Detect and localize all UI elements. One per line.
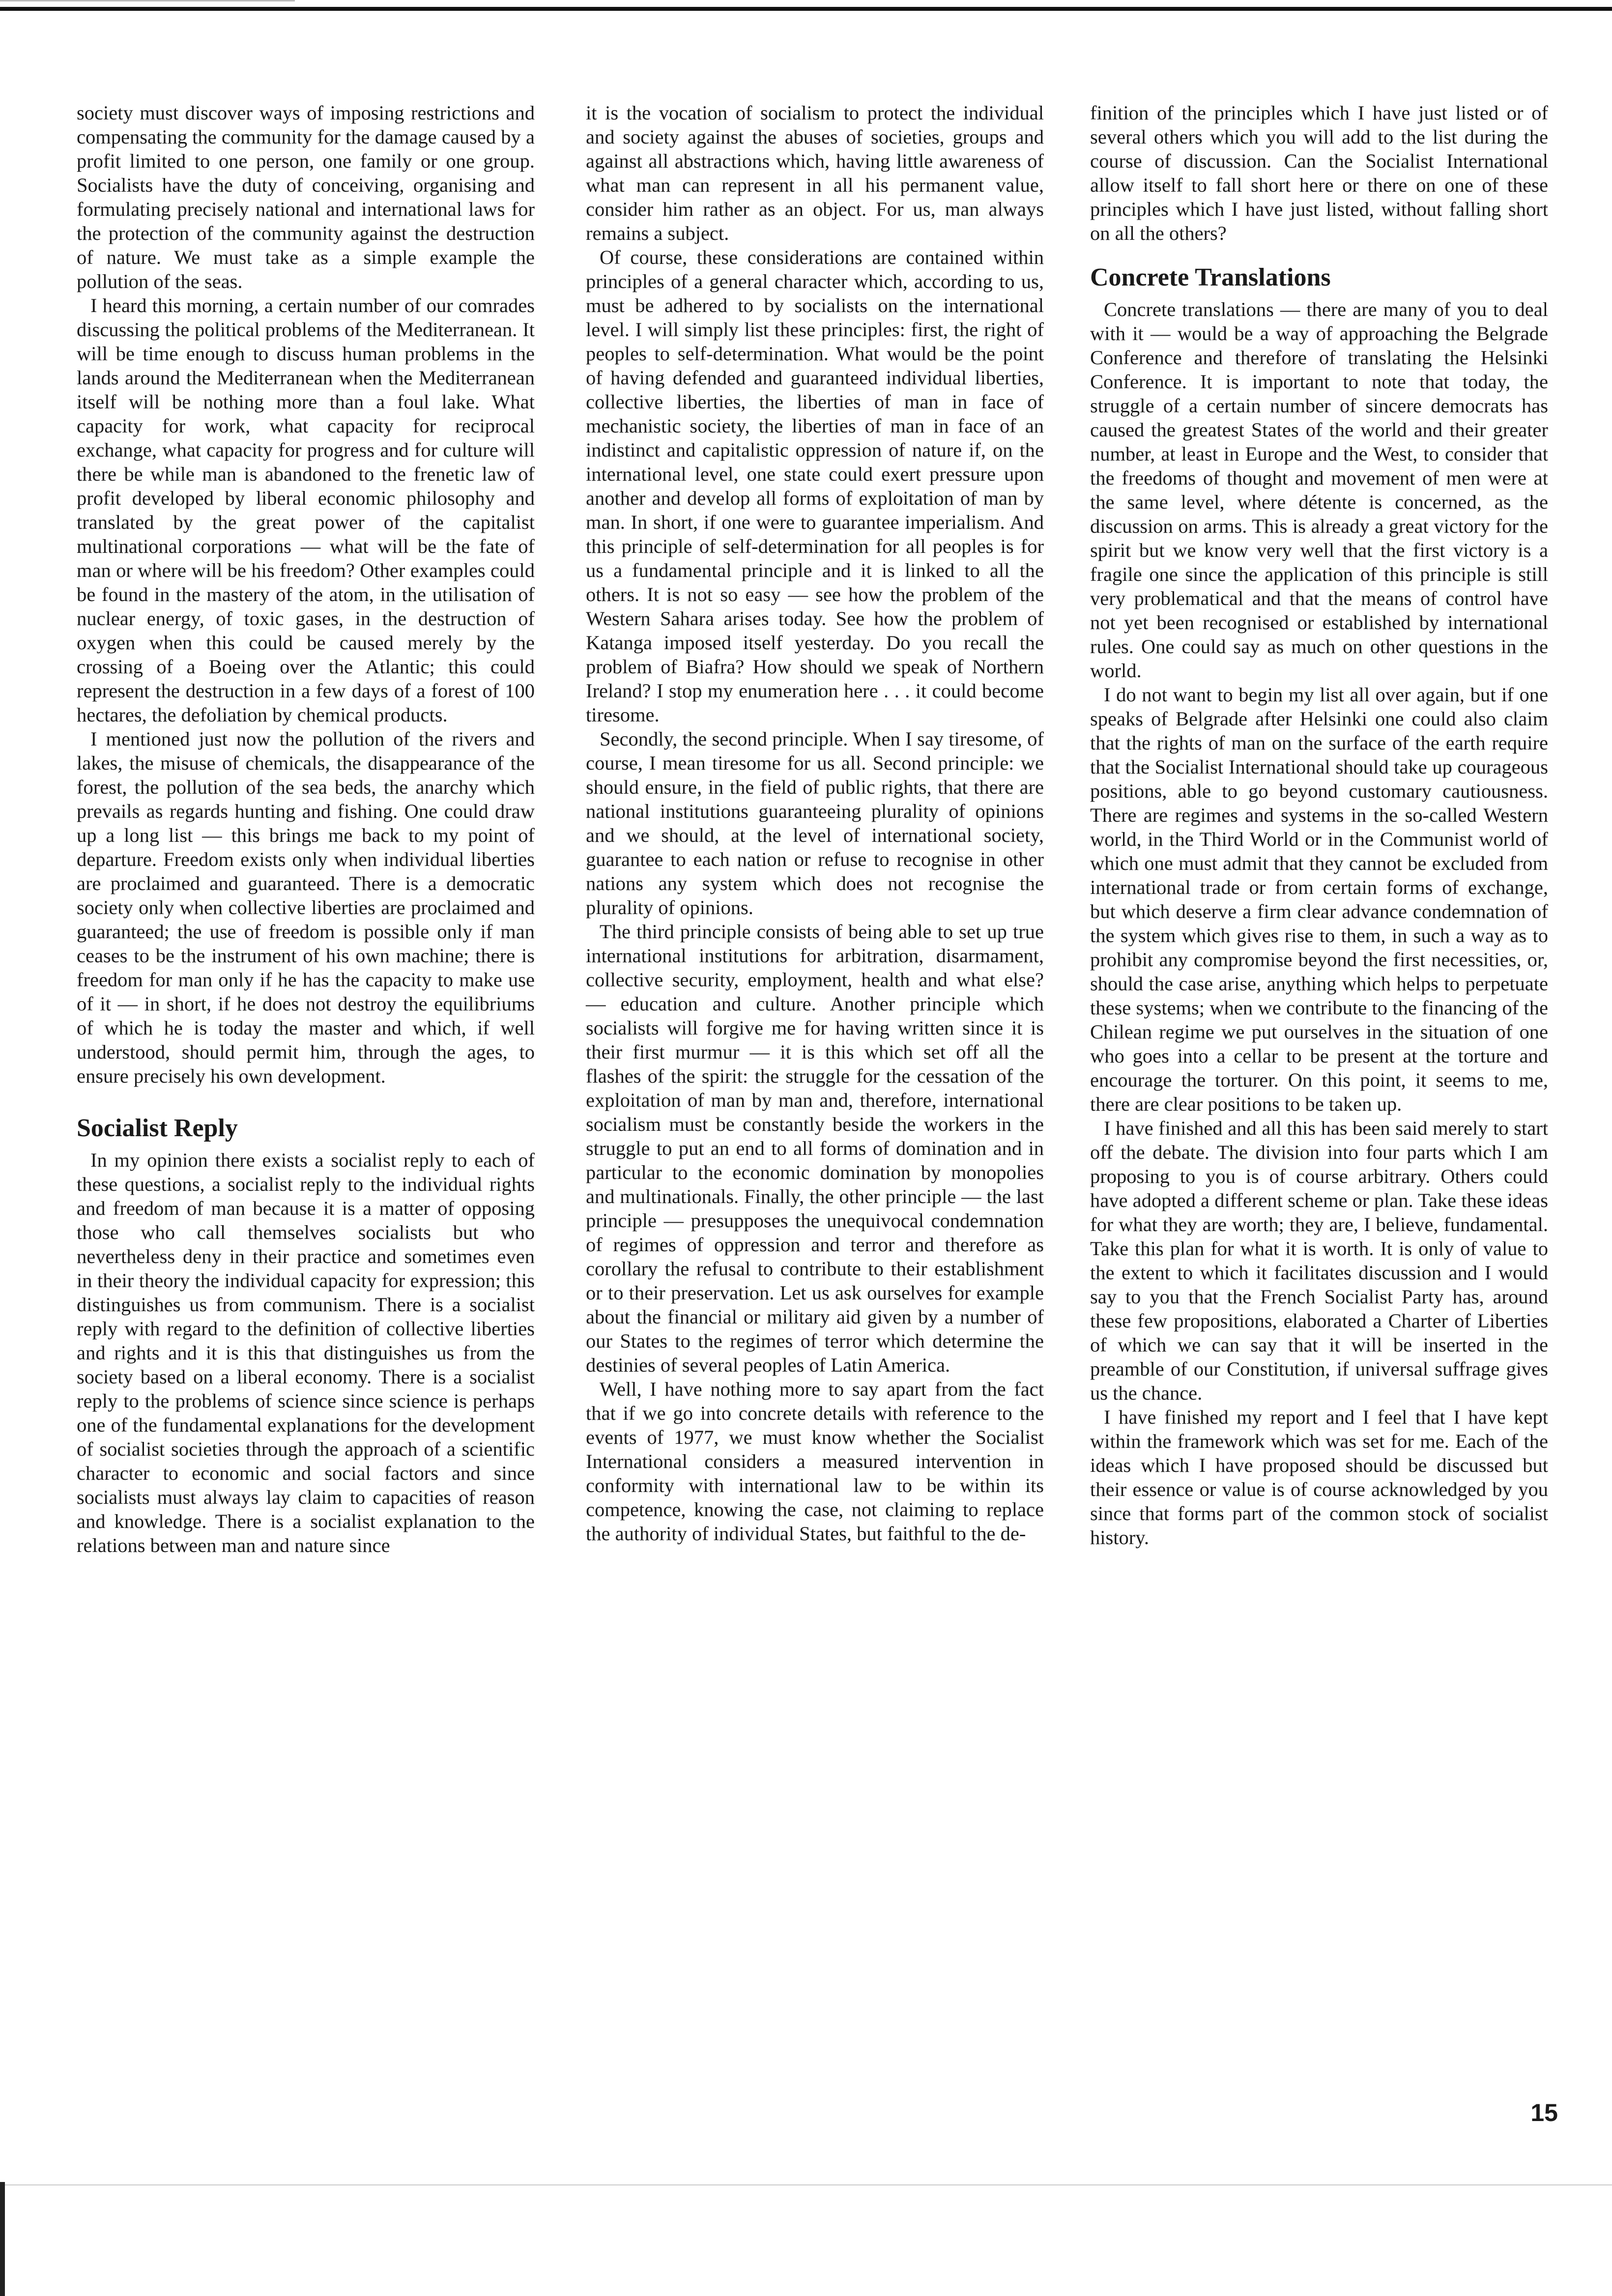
paragraph: finition of the principles which I have just listed or of several others which you will add to the list during the course of discussion. Can the Socialist International allow itself to fall short here or there on one of these principles which I have just listed, without falling short on all the others? [1090,102,1548,244]
paragraph: Of course, these considerations are contained within principles of a general character which, according to us, must be adhered to by socialists on the international level. I will simply list these principles: first, the right of peoples to self-determination. What would be the point of having defended and guaranteed individual liberties, collective liberties, the liberties of man in face of mechanistic society, the liberties of man in face of an indistinct and capitalistic oppression of nature if, on the international level, one state could exert pressure upon another and develop all forms of exploitation of man by man. In short, if one were to guarantee imperialism. And this principle of self-determination for all peoples is for us a fundamental principle and it is linked to all the others. It is not so easy — see how the problem of the Western Sahara arises today. See how the problem of Katanga imposed itself yesterday. Do you recall the problem of Biafra? How should we speak of Northern Ireland? I stop my enumeration here . . . it could become tiresome. [586,246,1044,726]
paragraph: I mentioned just now the pollution of the rivers and lakes, the misuse of chemicals, the disappearance of the forest, the pollution of the sea beds, the anarchy which prevails as regards hunting and fishing. One could draw up a long list — this brings me back to my point of departure. Freedom exists only when individual liberties are proclaimed and guaranteed. There is a democratic society only when collective liberties are proclaimed and guaranteed; the use of freedom is possible only if man ceases to be the instrument of his own machine; there is freedom for man only if he has the capacity to make use of it — in short, if he does not destroy the equilibriums of which he is today the master and which, if well understood, should permit him, through the ages, to ensure precisely his own development. [77,728,535,1087]
paragraph: The third principle consists of being able to set up true international institutions for arbitration, disarmament, collective security, employment, health and what else? — education and culture. Another principle which socialists will forgive me for having written since it is their first murmur — it is this which set off all the flashes of the spirit: the struggle for the cessation of the exploitation of man by man and, therefore, international socialism must be constantly beside the workers in the struggle to put an end to all forms of domination and in particular to the economic domination by monopolies and multinationals. Finally, the other principle — the last principle — presupposes the unequivocal condemnation of regimes of oppression and terror and therefore as corollary the refusal to contribute to their establishment or to their preservation. Let us ask ourselves for example about the financial or military aid given by a number of our States to the regimes of terror which determine the destinies of several peoples of Latin America. [586,920,1044,1376]
section-heading-socialist-reply: Socialist Reply [77,1114,238,1142]
paragraph: In my opinion there exists a socialist reply to each of these questions, a socialist reply to the individual rights and freedom of man because it is a matter of opposing those who call themselves socialists but who nevertheless deny in their practice and sometimes even in their theory the individual capacity for expression; this distinguishes us from communism. There is a socialist reply with regard to the definition of collective liberties and rights and it is this that distinguishes us from the society based on a liberal economy. There is a socialist reply to the problems of science since science is perhaps one of the fundamental explanations for the development of socialist societies through the approach of a scientific character to economic and social factors and since socialists must always lay claim to capacities of reason and knowledge. There is a socialist explanation to the relations between man and nature since [77,1149,535,1556]
paragraph: Concrete translations — there are many of you to deal with it — would be a way of approaching the Belgrade Conference and therefore of translating the Helsinki Conference. It is important to note that today, the struggle of a certain number of sincere democrats has caused the greatest States of the world and their greater number, at least in Europe and the West, to consider that the freedoms of thought and movement of men were at the same level, where détente is concerned, as the discussion on arms. This is already a great victory for the spirit but we know very well that the first victory is a fragile one since the application of this principle is still very problematical and that the means of control have not yet been recognised or established by international rules. One could say as much on other questions in the world. [1090,298,1548,682]
paragraph: Secondly, the second principle. When I say tiresome, of course, I mean tiresome for us all. Second principle: we should ensure, in the field of public rights, that there are national institutions guaranteeing plurality of opinions and we should, at the level of international society, guarantee to each nation or refuse to recognise in other nations any system which does not recognise the plurality of opinions. [586,728,1044,918]
paragraph: I do not want to begin my list all over again, but if one speaks of Belgrade after Helsinki one could also claim that the rights of man on the surface of the earth require that the Socialist International should take up courageous positions, able to go beyond customary cautiousness. There are regimes and systems in the so-called Western world, in the Third World or in the Communist world of which one must admit that they cannot be excluded from international trade or from certain forms of exchange, but which deserve a firm clear advance condemnation of the system which gives rise to them, in such a way as to prohibit any compromise beyond the first necessities, or, should the case arise, anything which helps to perpetuate these systems; when we contribute to the financing of the Chilean regime we put ourselves in the situation of one who goes into a cellar to be present at the torture and encourage the torturer. On this point, it seems to me, there are clear positions to be taken up. [1090,684,1548,1115]
paragraph: I have finished my report and I feel that I have kept within the framework which was set for me. Each of the ideas which I have proposed should be discussed but their essence or value is of course acknowledged by you since that forms part of the common stock of socialist history. [1090,1406,1548,1549]
column-1 [77,101,535,1557]
paragraph: Well, I have nothing more to say apart from the fact that if we go into concrete details with reference to the events of 1977, we must know whether the Socialist International considers a measured intervention in conformity with international law to be within its competence, knowing the case, not claiming to replace the authority of individual States, but faithful to the de- [586,1378,1044,1545]
paragraph: I have finished and all this has been said merely to start off the debate. The division into four parts which I am proposing to you is of course arbitrary. Others could have adopted a different scheme or plan. Take these ideas for what they are worth; they are, I believe, fundamental. Take this plan for what it is worth. It is only of value to the extent to which it facilitates discussion and I would say to you that the French Socialist Party has, around these few propositions, elaborated a Charter of Liberties of which we can say that it will be inserted in the preamble of our Constitution, if universal suffrage gives us the chance. [1090,1117,1548,1404]
column-3 [1090,101,1548,1550]
paragraph: I heard this morning, a certain number of our comrades discussing the political problems of the Mediterranean. It will be time enough to discuss human problems in the lands around the Mediterranean when the Mediterranean itself will be nothing more than a foul lake. What capacity for work, what capacity for reciprocal exchange, what capacity for progress and for culture will there be while man is abandoned to the frenetic law of profit developed by liberal economic philosophy and translated by the great power of the capitalist multinational corporations — what will be the fate of man or where will be his freedom? Other examples could be found in the mastery of the atom, in the utilisation of nuclear energy, of toxic gases, in the destruction of oxygen when this could be caused merely by the crossing of a Boeing over the Atlantic; this could represent the destruction in a few days of a forest of 100 hectares, the defoliation by chemical products. [77,294,535,726]
top-rule [0,7,1612,11]
scan-edge-mark [0,2182,5,2296]
top-thin-rule [0,0,295,1]
column-2 [586,101,1044,1546]
page-number: 15 [1530,2099,1558,2126]
section-heading-concrete-translations: Concrete Translations [1090,263,1331,291]
bottom-rule [0,2184,1612,2185]
paragraph: it is the vocation of socialism to protect the individual and society against the abuses of societies, groups and against all abstractions which, having little awareness of what man can represent in all his permanent value, consider him rather as an object. For us, man always remains a subject. [586,102,1044,244]
paragraph: society must discover ways of imposing restrictions and compensating the community for the damage caused by a profit limited to one person, one family or one group. Socialists have the duty of conceiving, organising and formulating precisely national and international laws for the protection of the community against the destruction of nature. We must take as a simple example the pollution of the seas. [77,102,535,292]
